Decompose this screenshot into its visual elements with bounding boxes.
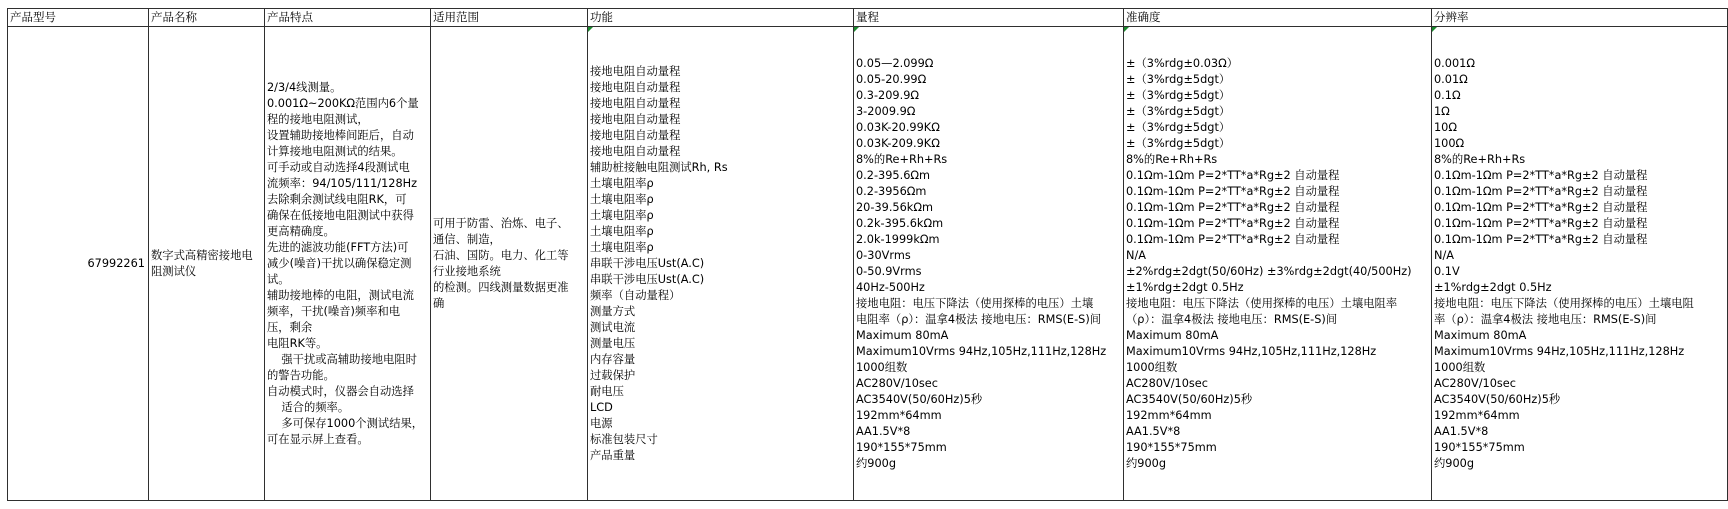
comment-marker-icon bbox=[854, 27, 859, 32]
comment-marker-icon bbox=[588, 27, 593, 32]
function-list: 接地电阻自动量程 接地电阻自动量程 接地电阻自动量程 接地电阻自动量程 接地电阻自动量程 接地电阻自动量程 辅助桩接触电阻测试Rh, Rs 土壤电阻率ρ 土壤电阻率ρ 土壤电阻率ρ 土壤电阻率ρ 土壤电阻率ρ 串联干涉电压Ust(A.C) 串联干涉电压Ust(A.C) 频率（自动量程） 测量方式 测试电流 测量电压 内存容量 过载保护 耐电压 LCD 电源 标准包装尺寸 产品重量 bbox=[590, 64, 728, 462]
header-range[interactable]: 量程 bbox=[854, 9, 1124, 27]
model-number: 67992261 bbox=[87, 256, 145, 270]
header-model[interactable]: 产品型号 bbox=[8, 9, 149, 27]
accuracy-list: ±（3%rdg±0.03Ω） ±（3%rdg±5dgt） ±（3%rdg±5dgt） ±（3%rdg±5dgt） ±（3%rdg±5dgt） ±（3%rdg±5dgt） 8%的Re+Rh+Rs 0.1Ωm-1Ωm P=2*TT*a*Rg±2 自动量程 0.1Ωm-1Ωm P=2*TT*a*Rg±2 自动量程 0.1Ωm-1Ωm P=2*TT*a*Rg±2 自动量程 0.1Ωm-1Ωm P=2*TT*a*Rg±2 自动量程 0.1Ωm-1Ωm P=2*TT*a*Rg±2 自动量程 N/A ±2%rdg±2dgt(50/60Hz) ±3%rdg±2dgt(40/500Hz) ±1%rdg±2dgt 0.5Hz 接地电阻：电压下降法（使用探棒的电压）土壤电阻率 （ρ）：温拿4极法 接地电压：RMS(E-S)间 Maximum 80mA Maximum10Vrms 94Hz,105Hz,111Hz,128Hz 1000组数 AC280V/10sec AC3540V(50/60Hz)5秒 192mm*64mm AA1.5V*8 190*155*75mm 约900g bbox=[1126, 56, 1412, 470]
header-accuracy[interactable]: 准确度 bbox=[1124, 9, 1432, 27]
header-scope[interactable]: 适用范围 bbox=[431, 9, 588, 27]
cell-scope[interactable] bbox=[431, 27, 588, 501]
product-name: 数字式高精密接地电阻测试仪 bbox=[151, 248, 253, 278]
cell-functions[interactable] bbox=[588, 27, 854, 501]
header-features[interactable]: 产品特点 bbox=[265, 9, 431, 27]
comment-marker-icon bbox=[1124, 27, 1129, 32]
product-spec-table bbox=[7, 8, 1728, 501]
product-features: 2/3/4线测量。 0.001Ω~200KΩ范围内6个量 程的接地电阻测试， 设置辅助接地棒间距后，自动 计算接地电阻测试的结果。 可手动或自动选择4段测试电 流频率：94/105/111/128Hz 去除剩余测试线电阻RK，可 确保在低接地电阻测试中获得 更高精确度。 先进的滤波功能(FFT方法)可 减少(噪音)干扰以确保稳定测 试。 辅助接地棒的电阻，测试电流 频率，干扰(噪音)频率和电 压，剩余 电阻RK等。 强干扰或高辅助接地电阻时 的警告功能。 自动模式时，仪器会自动选择 适合的频率。 多可保存1000个测试结果， 可在显示屏上查看。 bbox=[267, 80, 424, 446]
header-row bbox=[8, 9, 1728, 27]
header-functions[interactable]: 功能 bbox=[588, 9, 854, 27]
range-list: 0.05—2.099Ω 0.05-20.99Ω 0.3-209.9Ω 3-2009.9Ω 0.03K-20.99KΩ 0.03K-209.9KΩ 8%的Re+Rh+Rs 0.2-395.6Ωm 0.2-3956Ωm 20-39.56kΩm 0.2k-395.6kΩm 2.0k-1999kΩm 0-30Vrms 0-50.9Vrms 40Hz-500Hz 接地电阻：电压下降法（使用探棒的电压）土壤 电阻率（ρ）：温拿4极法 接地电压：RMS(E-S)间 Maximum 80mA Maximum10Vrms 94Hz,105Hz,111Hz,128Hz 1000组数 AC280V/10sec AC3540V(50/60Hz)5秒 192mm*64mm AA1.5V*8 190*155*75mm 约900g bbox=[856, 56, 1107, 470]
resolution-list: 0.001Ω 0.01Ω 0.1Ω 1Ω 10Ω 100Ω 8%的Re+Rh+Rs 0.1Ωm-1Ωm P=2*TT*a*Rg±2 自动量程 0.1Ωm-1Ωm P=2*TT*a*Rg±2 自动量程 0.1Ωm-1Ωm P=2*TT*a*Rg±2 自动量程 0.1Ωm-1Ωm P=2*TT*a*Rg±2 自动量程 0.1Ωm-1Ωm P=2*TT*a*Rg±2 自动量程 N/A 0.1V ±1%rdg±2dgt 0.5Hz 接地电阻：电压下降法（使用探棒的电压）土壤电阻 率（ρ）：温拿4极法 接地电压：RMS(E-S)间 Maximum 80mA Maximum10Vrms 94Hz,105Hz,111Hz,128Hz 1000组数 AC280V/10sec AC3540V(50/60Hz)5秒 192mm*64mm AA1.5V*8 190*155*75mm 约900g bbox=[1434, 56, 1694, 470]
application-scope: 可用于防雷、治炼、电子、 通信、制造， 石油、国防。电力、化工等 行业接地系统 的检测。四线测量数据更准 确 bbox=[433, 216, 569, 310]
table-row bbox=[8, 27, 1728, 501]
cell-resolution[interactable] bbox=[1432, 27, 1728, 501]
cell-features[interactable] bbox=[265, 27, 431, 501]
cell-name[interactable] bbox=[149, 27, 265, 501]
cell-range[interactable] bbox=[854, 27, 1124, 501]
cell-model[interactable] bbox=[8, 27, 149, 501]
header-name[interactable]: 产品名称 bbox=[149, 9, 265, 27]
cell-accuracy[interactable] bbox=[1124, 27, 1432, 501]
comment-marker-icon bbox=[1432, 27, 1437, 32]
header-resolution[interactable]: 分辨率 bbox=[1432, 9, 1728, 27]
